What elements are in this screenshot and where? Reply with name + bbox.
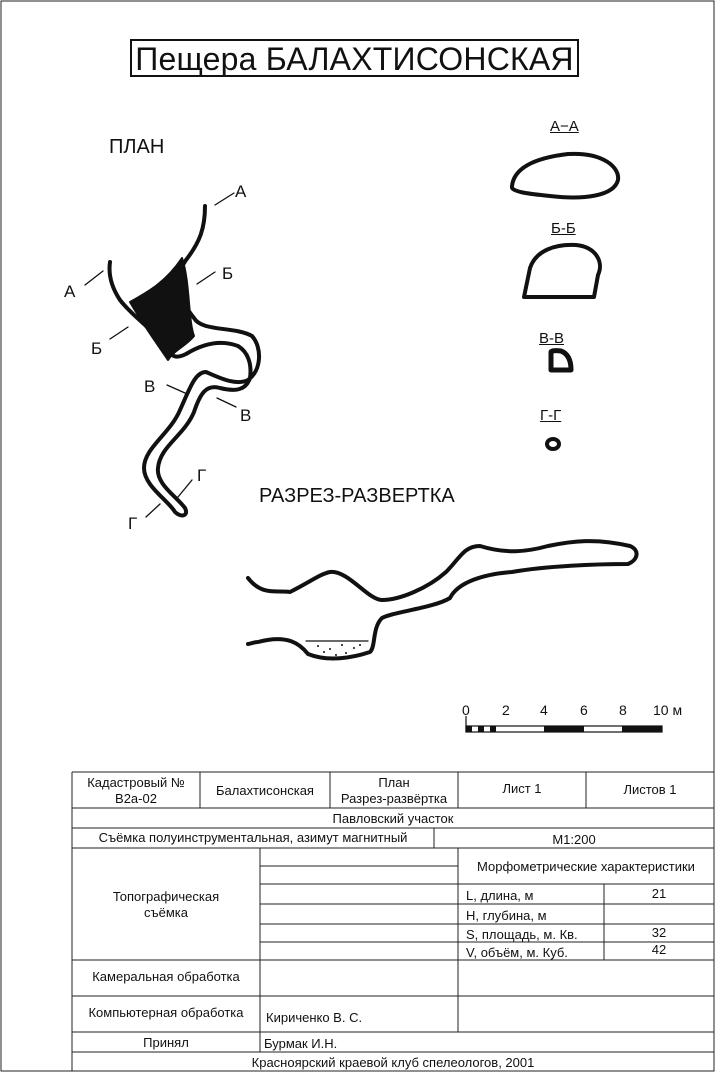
survey-type-cell: Съёмка полуинструментальная, азимут магнитный — [98, 830, 408, 845]
area-cell: Павловский участок — [332, 811, 454, 826]
volume-value: 42 — [651, 942, 667, 957]
cameral-label: Камеральная обработка — [92, 969, 240, 984]
cut-mark-a-left: А — [64, 282, 76, 301]
length-value: 21 — [651, 886, 667, 901]
cadastral-label: Кадастровый № — [87, 775, 185, 790]
cut-mark-g-left: Г — [128, 514, 138, 533]
sheet-title: Пещера БАЛАХТИСОНСКАЯ — [130, 39, 579, 77]
cut-mark-v-right: В — [240, 406, 252, 425]
plan-label: ПЛАН — [109, 136, 165, 158]
section-a-shape — [512, 154, 618, 198]
map-scale-cell: М1:200 — [552, 832, 596, 847]
plan-view — [85, 193, 259, 517]
plan-dark-hall — [130, 258, 194, 360]
cut-mark-b-left: Б — [91, 339, 103, 358]
plan-outline — [109, 206, 259, 515]
scale-tick-6: 6 — [580, 702, 588, 718]
scale-tick-4: 4 — [540, 702, 548, 718]
morpho-title: Морфометрические характеристики — [477, 859, 695, 874]
cross-sections — [512, 154, 618, 449]
scale-bar — [466, 716, 662, 732]
profile-label: РАЗРЕЗ-РАЗВЕРТКА — [259, 485, 455, 507]
sheets-total: Листов 1 — [623, 782, 677, 797]
cut-mark-b-right: Б — [222, 264, 234, 283]
length-label: L, длина, м — [466, 888, 534, 903]
area-label: S, площадь, м. Кв. — [466, 927, 578, 942]
drawing-type-profile: Разрез-развёртка — [340, 791, 448, 806]
accepted-label: Принял — [143, 1035, 189, 1050]
profile-sediment-dots — [317, 644, 361, 656]
cave-name-cell: Балахтисонская — [216, 783, 314, 798]
section-b-shape — [524, 245, 600, 297]
section-label-g: Г-Г — [540, 407, 562, 424]
cut-mark-a-right: А — [235, 182, 247, 201]
club-footer: Красноярский краевой клуб спелеологов, 2001 — [251, 1055, 535, 1070]
cut-mark-v-left: В — [144, 377, 156, 396]
cadastral-number: В2а-02 — [115, 791, 157, 806]
section-g-shape — [547, 439, 559, 449]
section-label-v: В-В — [539, 330, 565, 347]
topo-label-1: Топографическая — [112, 889, 220, 904]
scale-tick-8: 8 — [619, 702, 627, 718]
volume-label: V, объём, м. Куб. — [466, 945, 568, 960]
section-label-a: А−А — [550, 118, 579, 135]
computer-label: Компьютерная обработка — [88, 1005, 244, 1020]
area-value: 32 — [651, 925, 667, 940]
cut-mark-g-right: Г — [197, 466, 207, 485]
topo-label-2: съёмка — [144, 905, 188, 920]
depth-label: Н, глубина, м — [466, 908, 547, 923]
profile-view — [248, 541, 637, 658]
scale-tick-10: 10 м — [653, 702, 683, 718]
section-v-shape — [551, 351, 571, 370]
scale-tick-0: 0 — [462, 702, 470, 718]
section-label-b: Б-Б — [551, 220, 576, 237]
accepted-name: Бурмак И.Н. — [264, 1036, 338, 1051]
sheet-number: Лист 1 — [502, 781, 542, 796]
computer-name: Кириченко В. С. — [266, 1010, 363, 1025]
scale-tick-2: 2 — [502, 702, 510, 718]
drawing-type-plan: План — [378, 775, 410, 790]
